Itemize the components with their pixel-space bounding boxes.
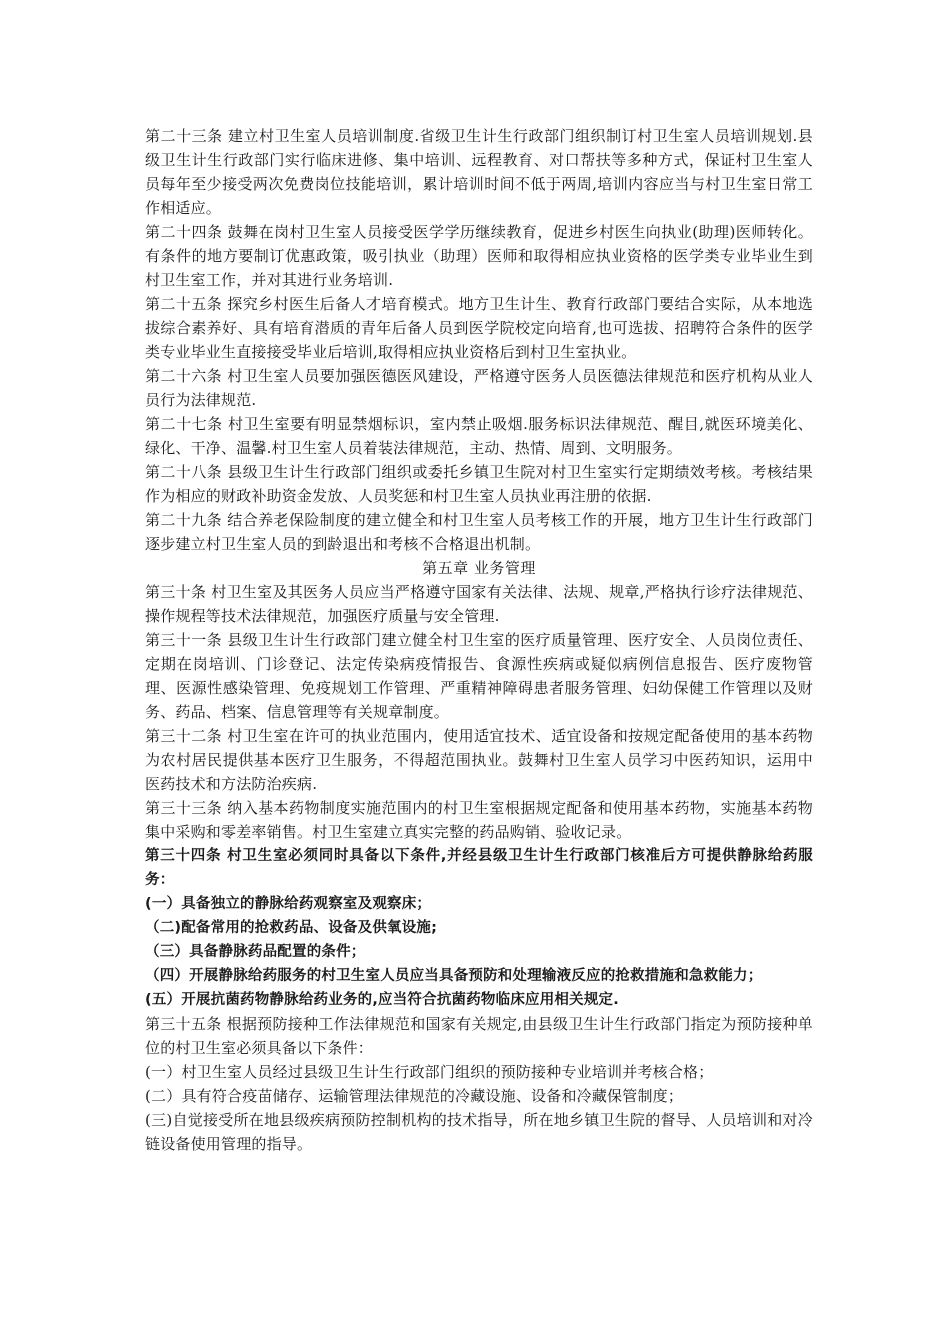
article-34-item-1: (一）具备独立的静脉给药观察室及观察床； — [145, 896, 432, 912]
article-29: 第二十九条 结合养老保险制度的建立健全和村卫生室人员考核工作的开展，地方卫生计生行政部门逐步建立村卫生室人员的到龄退出和考核不合格退出机制。 — [145, 511, 813, 553]
article-34-item-4: （四）开展静脉给药服务的村卫生室人员应当具备预防和处理输液反应的抢救措施和急救能力； — [145, 968, 763, 984]
article-31: 第三十一条 县级卫生计生行政部门建立健全村卫生室的医疗质量管理、医疗安全、人员岗位责任、定期在岗培训、门诊登记、法定传染病疫情报告、食源性疾病或疑似病例信息报告、医疗废物管理、医源性感染管理、免疫规划工作管理、严重精神障碍患者服务管理、妇幼保健工作管理以及财务、药品、档案、信息管理等有关规章制度。 — [145, 631, 813, 721]
article-25: 第二十五条 探究乡村医生后备人才培育模式。地方卫生计生、教育行政部门要结合实际，从本地选拔综合素养好、具有培育潜质的青年后备人员到医学院校定向培育,也可选拔、招聘符合条件的医学类专业毕业生直接接受毕业后培训,取得相应执业资格后到村卫生室执业。 — [145, 295, 813, 361]
article-35: 第三十五条 根据预防接种工作法律规范和国家有关规定,由县级卫生计生行政部门指定为预防接种单位的村卫生室必须具备以下条件： — [145, 1015, 813, 1057]
article-32: 第三十二条 村卫生室在许可的执业范围内，使用适宜技术、适宜设备和按规定配备使用的基本药物为农村居民提供基本医疗卫生服务，不得超范围执业。鼓舞村卫生室人员学习中医药知识，运用中医药技术和方法防治疾病. — [145, 727, 813, 793]
article-34-item-3: （三）具备静脉药品配置的条件； — [145, 944, 366, 960]
article-35-item-2: (二）具有符合疫苗储存、运输管理法律规范的冷藏设施、设备和冷藏保管制度； — [145, 1087, 684, 1105]
article-26: 第二十六条 村卫生室人员要加强医德医风建设，严格遵守医务人员医德法律规范和医疗机构从业人员行为法律规范. — [145, 367, 813, 409]
article-28: 第二十八条 县级卫生计生行政部门组织或委托乡镇卫生院对村卫生室实行定期绩效考核。考核结果作为相应的财政补助资金发放、人员奖惩和村卫生室人员执业再注册的依据. — [145, 463, 813, 505]
article-34-item-2: （二)配备常用的抢救药品、设备及供氧设施; — [145, 920, 438, 936]
article-34-item-5: (五）开展抗菌药物静脉给药业务的,应当符合抗菌药物临床应用相关规定. — [145, 992, 619, 1008]
article-35-item-3: (三)自觉接受所在地县级疾病预防控制机构的技术指导，所在地乡镇卫生院的督导、人员培训和对冷链设备使用管理的指导。 — [145, 1111, 813, 1153]
article-35-item-1: (一）村卫生室人员经过县级卫生计生行政部门组织的预防接种专业培训并考核合格； — [145, 1063, 714, 1081]
article-24: 第二十四条 鼓舞在岗村卫生室人员接受医学学历继续教育，促进乡村医生向执业(助理)医师转化。有条件的地方要制订优惠政策，吸引执业（助理）医师和取得相应执业资格的医学类专业毕业生到村卫生室工作，并对其进行业务培训. — [145, 223, 813, 289]
article-30: 第三十条 村卫生室及其医务人员应当严格遵守国家有关法律、法规、规章,严格执行诊疗法律规范、操作规程等技术法律规范，加强医疗质量与安全管理. — [145, 583, 813, 625]
article-34: 第三十四条 村卫生室必须同时具备以下条件,并经县级卫生计生行政部门核准后方可提供静脉给药服务： — [145, 848, 813, 888]
article-23: 第二十三条 建立村卫生室人员培训制度.省级卫生计生行政部门组织制订村卫生室人员培训规划.县级卫生计生行政部门实行临床进修、集中培训、远程教育、对口帮扶等多种方式，保证村卫生室人员每年至少接受两次免费岗位技能培训，累计培训时间不低于两周,培训内容应当与村卫生室日常工作相适应。 — [145, 127, 813, 217]
article-33: 第三十三条 纳入基本药物制度实施范围内的村卫生室根据规定配备和使用基本药物，实施基本药物集中采购和零差率销售。村卫生室建立真实完整的药品购销、验收记录。 — [145, 799, 813, 841]
document-body — [145, 124, 813, 1156]
article-27: 第二十七条 村卫生室要有明显禁烟标识，室内禁止吸烟.服务标识法律规范、醒目,就医环境美化、绿化、干净、温馨.村卫生室人员着装法律规范，主动、热情、周到、文明服务。 — [145, 415, 813, 457]
chapter-title: 第五章 业务管理 — [422, 559, 536, 577]
